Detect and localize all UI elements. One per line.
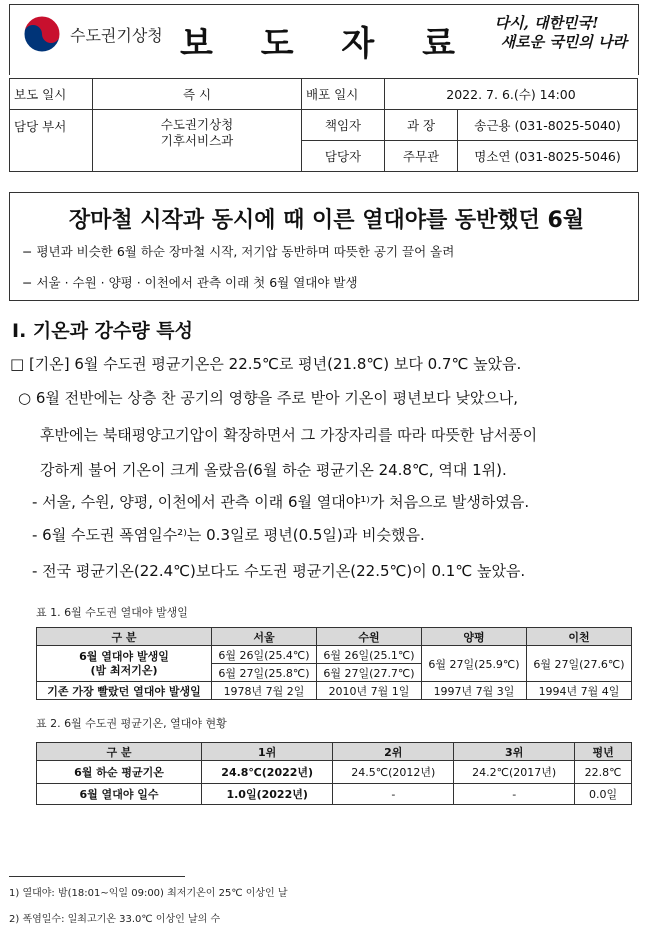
bullet-tropical-night: - 서울, 수원, 양평, 이천에서 관측 이래 6월 열대야¹⁾가 처음으로 발생하였음. — [32, 493, 530, 511]
table-cell: 2010년 7월 1일 — [317, 682, 422, 700]
table-cell: 24.5℃(2012년) — [333, 761, 454, 784]
department-name: 수도권기상청 — [160, 117, 234, 132]
slogan-line-2: 새로운 국민의 나라 — [500, 33, 627, 51]
row-label-line-1: 6월 열대야 발생일 — [79, 649, 169, 663]
row-label-line-2: (밤 최저기온) — [90, 663, 158, 677]
release-info-table — [9, 78, 638, 172]
table-2-caption: 표 2. 6월 수도권 평균기온, 열대야 현황 — [36, 717, 227, 730]
distribution-value: 2022. 7. 6.(수) 14:00 — [385, 79, 638, 110]
table-cell: 6월 26일(25.4℃) — [212, 646, 317, 664]
table-cell: 1994년 7월 4일 — [527, 682, 632, 700]
table-cell: 24.2℃(2017년) — [454, 761, 575, 784]
table-2-header: 2위 — [333, 743, 454, 761]
table-cell: - — [454, 784, 575, 805]
table-cell: 1.0일(2022년) — [202, 784, 333, 805]
table-1-header: 서울 — [212, 628, 317, 646]
distribution-label: 배포 일시 — [302, 79, 385, 110]
table-1-caption: 표 1. 6월 수도권 열대야 발생일 — [36, 606, 188, 619]
table-cell: 1978년 7월 2일 — [212, 682, 317, 700]
table-cell: - — [333, 784, 454, 805]
responsible-title: 과 장 — [385, 110, 458, 141]
press-release-title: 보 도 자 료 — [180, 24, 473, 64]
table-1-header: 구 분 — [37, 628, 212, 646]
headline-sub-1: − 평년과 비슷한 6월 하순 장마철 시작, 저기압 동반하며 따뜻한 공기 끌어 올려 — [22, 244, 455, 259]
agency-name: 수도권기상청 — [70, 25, 163, 45]
footnote-divider — [9, 876, 185, 877]
table-2-header: 1위 — [202, 743, 333, 761]
footnote-2: 2) 폭염일수: 일최고기온 33.0℃ 이상인 날의 수 — [9, 914, 221, 925]
table-cell: 6월 27일(27.6℃) — [527, 646, 632, 682]
responsible-contact: 송근용 (031-8025-5040) — [458, 110, 638, 141]
paragraph-1-line-2: 후반에는 북태평양고기압이 확장하면서 그 가장자리를 따라 따뜻한 남서풍이 — [40, 426, 538, 444]
table-2-row-label: 6월 하순 평균기온 — [37, 761, 202, 784]
paragraph-1-line-3: 강하게 불어 기온이 크게 올랐음(6월 하순 평균기온 24.8℃, 역대 1위). — [40, 461, 507, 479]
table-2-header: 구 분 — [37, 743, 202, 761]
headline-main: 장마철 시작과 동시에 때 이른 열대야를 동반했던 6월 — [68, 208, 585, 233]
table-2-row-label: 6월 열대야 일수 — [37, 784, 202, 805]
slogan-line-1: 다시, 대한민국! — [494, 14, 599, 32]
staff-contact: 명소연 (031-8025-5046) — [458, 141, 638, 172]
table-2-header: 평년 — [575, 743, 632, 761]
responsible-label: 책임자 — [302, 110, 385, 141]
staff-title: 주무관 — [385, 141, 458, 172]
table-1-header: 이천 — [527, 628, 632, 646]
table-cell: 0.0일 — [575, 784, 632, 805]
table-cell: 6월 27일(27.7℃) — [317, 664, 422, 682]
slogan — [495, 14, 627, 52]
headline-sub-2: − 서울 · 수원 · 양평 · 이천에서 관측 이래 첫 6월 열대야 발생 — [22, 275, 358, 290]
table-1-row-label: 기존 가장 빨랐던 열대야 발생일 — [37, 682, 212, 700]
footnote-1: 1) 열대야: 밤(18:01~익일 09:00) 최저기온이 25℃ 이상인 날 — [9, 888, 288, 899]
paragraph-1-line-1: ○ 6월 전반에는 상층 찬 공기의 영향을 주로 받아 기온이 평년보다 낮았으나, — [18, 389, 519, 407]
staff-label: 담당자 — [302, 141, 385, 172]
table-1-header: 수원 — [317, 628, 422, 646]
department-label: 담당 부서 — [10, 110, 93, 172]
table-cell: 6월 27일(25.8℃) — [212, 664, 317, 682]
release-date-label: 보도 일시 — [10, 79, 93, 110]
table-1-row-label — [37, 646, 212, 682]
section-title: Ⅰ. 기온과 강수량 특성 — [12, 320, 193, 342]
table-cell: 24.8℃(2022년) — [202, 761, 333, 784]
table-2-header: 3위 — [454, 743, 575, 761]
table-1-header: 양평 — [422, 628, 527, 646]
table-cell: 1997년 7월 3일 — [422, 682, 527, 700]
table-2 — [36, 742, 632, 805]
department-value — [93, 110, 302, 172]
table-cell: 6월 27일(25.9℃) — [422, 646, 527, 682]
release-date-value: 즉 시 — [93, 79, 302, 110]
bullet-heatwave-days: - 6월 수도권 폭염일수²⁾는 0.3일로 평년(0.5일)과 비슷했음. — [32, 526, 425, 544]
table-cell: 6월 26일(25.1℃) — [317, 646, 422, 664]
division-name: 기후서비스과 — [160, 133, 234, 148]
paragraph-temperature: □ [기온] 6월 수도권 평균기온은 22.5℃로 평년(21.8℃) 보다 0.7℃ 높았음. — [10, 355, 522, 373]
table-1 — [36, 627, 632, 700]
bullet-national-average: - 전국 평균기온(22.4℃)보다도 수도권 평균기온(22.5℃)이 0.1℃ 높았음. — [32, 562, 526, 580]
table-cell: 22.8℃ — [575, 761, 632, 784]
